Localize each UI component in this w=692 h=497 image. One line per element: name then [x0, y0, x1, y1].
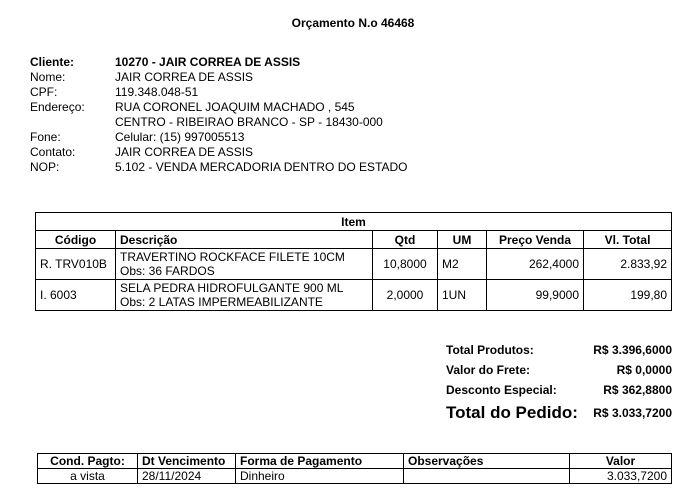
client-info	[30, 55, 408, 175]
payment-observations	[404, 469, 570, 484]
items-group-header: Item	[36, 213, 672, 231]
table-row	[38, 469, 672, 484]
address-line2: CENTRO - RIBEIRAO BRANCO - SP - 18430-000	[115, 115, 383, 129]
col-header-total: Vl. Total	[584, 231, 672, 249]
freight-value: R$ 0,0000	[616, 363, 672, 377]
col-header-qtd: Qtd	[373, 231, 438, 249]
freight-label: Valor do Frete:	[446, 363, 531, 377]
item-qty: 2,0000	[373, 280, 438, 311]
col-header-forma: Forma de Pagamento	[236, 454, 404, 469]
item-unit: 1UN	[438, 280, 487, 311]
items-table	[35, 212, 672, 311]
address-row	[30, 100, 408, 115]
item-total: 199,80	[584, 280, 672, 311]
total-products-value: R$ 3.396,6000	[593, 343, 672, 357]
total-products-label: Total Produtos:	[446, 343, 534, 357]
col-header-descricao: Descrição	[116, 231, 373, 249]
col-header-cond: Cond. Pagto:	[38, 454, 138, 469]
payment-cond: a vista	[38, 469, 138, 484]
payment-table	[37, 453, 672, 484]
client-row	[30, 55, 408, 70]
totals-block	[446, 340, 672, 426]
item-total: 2.833,92	[584, 249, 672, 280]
col-header-preco: Preço Venda	[487, 231, 584, 249]
name-label: Nome:	[30, 70, 66, 84]
payment-header-row	[38, 454, 672, 469]
name-row	[30, 70, 408, 85]
item-description-line: SELA PEDRA HIDROFULGANTE 900 ML	[120, 281, 344, 295]
item-observation: Obs: 2 LATAS IMPERMEABILIZANTE	[120, 295, 323, 309]
client-label: Cliente:	[30, 55, 75, 69]
item-code: R. TRV010B	[36, 249, 116, 280]
nop-value: 5.102 - VENDA MERCADORIA DENTRO DO ESTADO	[115, 160, 408, 174]
discount-label: Desconto Especial:	[446, 383, 557, 397]
item-description	[116, 280, 373, 311]
table-row	[36, 280, 672, 311]
cpf-label: CPF:	[30, 85, 58, 99]
payment-value: 3.033,7200	[570, 469, 672, 484]
item-qty: 10,8000	[373, 249, 438, 280]
items-group-header-row	[36, 213, 672, 231]
item-observation: Obs: 36 FARDOS	[120, 264, 215, 278]
table-row	[36, 249, 672, 280]
item-price: 262,4000	[487, 249, 584, 280]
phone-value: Celular: (15) 997005513	[115, 130, 245, 144]
items-header-row	[36, 231, 672, 249]
col-header-venc: Dt Vencimento	[138, 454, 236, 469]
item-price: 99,9000	[487, 280, 584, 311]
col-header-obs: Observações	[404, 454, 570, 469]
col-header-codigo: Código	[36, 231, 116, 249]
client-value: 10270 - JAIR CORREA DE ASSIS	[115, 55, 301, 69]
order-total-label: Total do Pedido:	[446, 403, 578, 422]
contact-label: Contato:	[30, 145, 76, 159]
address-label: Endereço:	[30, 100, 85, 114]
discount-row	[446, 380, 672, 400]
item-code: I. 6003	[36, 280, 116, 311]
cpf-row	[30, 85, 408, 100]
payment-due-date: 28/11/2024	[138, 469, 236, 484]
phone-row	[30, 130, 408, 145]
col-header-um: UM	[438, 231, 487, 249]
document-title: Orçamento N.o 46468	[291, 16, 415, 30]
address-line1: RUA CORONEL JOAQUIM MACHADO , 545	[115, 100, 355, 114]
address-row-2	[30, 115, 408, 130]
phone-label: Fone:	[30, 130, 61, 144]
col-header-valor: Valor	[570, 454, 672, 469]
nop-label: NOP:	[30, 160, 60, 174]
payment-method: Dinheiro	[236, 469, 404, 484]
discount-value: R$ 362,8800	[603, 383, 672, 397]
name-value: JAIR CORREA DE ASSIS	[115, 70, 254, 84]
cpf-value: 119.348.048-51	[115, 85, 199, 99]
order-total-value: R$ 3.033,7200	[593, 406, 672, 420]
contact-value: JAIR CORREA DE ASSIS	[115, 145, 254, 159]
item-description-line: TRAVERTINO ROCKFACE FILETE 10CM	[120, 250, 345, 264]
item-description	[116, 249, 373, 280]
nop-row	[30, 160, 408, 175]
freight-row	[446, 360, 672, 380]
total-products-row	[446, 340, 672, 360]
item-unit: M2	[438, 249, 487, 280]
contact-row	[30, 145, 408, 160]
order-total-row	[446, 400, 672, 426]
